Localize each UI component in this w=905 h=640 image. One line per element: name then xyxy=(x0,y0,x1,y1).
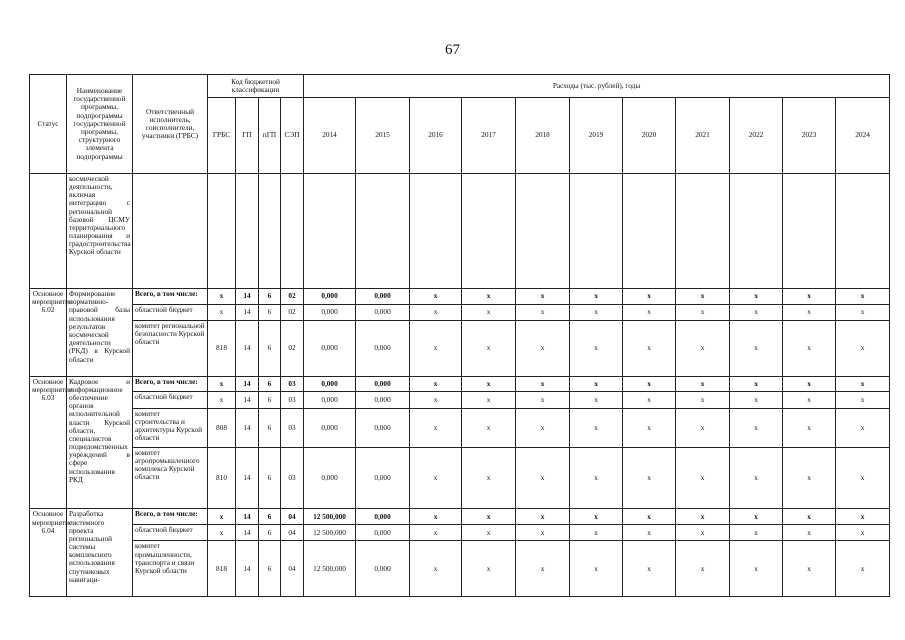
empty-cell xyxy=(516,173,570,288)
code-cell-grbs: х xyxy=(208,304,236,320)
value-cell: х xyxy=(676,392,730,408)
value-cell: х xyxy=(516,289,570,304)
table-row xyxy=(30,321,890,377)
executor-cell: областной бюджет xyxy=(133,524,208,540)
header-status: Статус xyxy=(30,75,67,174)
header-year: 2019 xyxy=(570,97,623,173)
empty-cell xyxy=(730,173,783,288)
executor-cell: областной бюджет xyxy=(133,392,208,408)
value-cell: х xyxy=(410,392,462,408)
value-cell: 0,000 xyxy=(356,509,410,524)
code-cell-gp: 14 xyxy=(236,376,259,391)
value-cell: х xyxy=(676,447,730,509)
value-cell: х xyxy=(516,376,570,391)
executor-cell: комитет строительства и архитектуры Курской области xyxy=(133,408,208,447)
value-cell: х xyxy=(730,392,783,408)
activity-name: Разработка системного проекта региональной системы комплексного использования спутниковых навигаци- xyxy=(67,509,133,597)
value-cell: 0,000 xyxy=(304,289,356,304)
value-cell: х xyxy=(410,541,462,597)
value-cell: х xyxy=(783,541,836,597)
value-cell: х xyxy=(783,376,836,391)
value-cell: х xyxy=(462,304,516,320)
code-cell-gp: 14 xyxy=(236,289,259,304)
header-year: 2016 xyxy=(410,97,462,173)
table-row xyxy=(30,447,890,509)
value-cell: х xyxy=(516,524,570,540)
value-cell: х xyxy=(570,376,623,391)
value-cell: х xyxy=(730,541,783,597)
table-row xyxy=(30,408,890,447)
code-cell-grbs: 818 xyxy=(208,321,236,377)
value-cell: х xyxy=(783,408,836,447)
header-code: ГП xyxy=(236,97,259,173)
value-cell: х xyxy=(516,304,570,320)
executor-cell: комитет региональной безопасности Курской области xyxy=(133,321,208,377)
value-cell: х xyxy=(730,289,783,304)
code-cell-sep: 02 xyxy=(281,321,304,377)
header-year: 2024 xyxy=(836,97,890,173)
value-cell: х xyxy=(570,447,623,509)
empty-cell xyxy=(356,173,410,288)
code-cell-gp: 14 xyxy=(236,392,259,408)
continuation-name: космической деятельности, включая интеграцию с региональной базовой ЦСМУ территориального планирования и градостроительства Курской области xyxy=(67,173,133,288)
code-cell-grbs: х xyxy=(208,392,236,408)
header-code: ГРБС xyxy=(208,97,236,173)
code-cell-gp: 14 xyxy=(236,321,259,377)
value-cell: х xyxy=(783,524,836,540)
value-cell: х xyxy=(516,509,570,524)
value-cell: х xyxy=(730,447,783,509)
value-cell: х xyxy=(623,408,676,447)
table-row xyxy=(30,304,890,320)
value-cell: 0,000 xyxy=(304,304,356,320)
code-cell-sep: 02 xyxy=(281,289,304,304)
value-cell: х xyxy=(836,408,890,447)
value-cell: х xyxy=(462,321,516,377)
value-cell: 0,000 xyxy=(356,321,410,377)
value-cell: х xyxy=(462,392,516,408)
value-cell: х xyxy=(730,376,783,391)
value-cell: 12 500,000 xyxy=(304,509,356,524)
code-cell-sep: 02 xyxy=(281,304,304,320)
value-cell: х xyxy=(676,408,730,447)
table-row xyxy=(30,509,890,524)
header-year: 2015 xyxy=(356,97,410,173)
value-cell: х xyxy=(516,541,570,597)
empty-cell xyxy=(462,173,516,288)
value-cell: 0,000 xyxy=(304,321,356,377)
executor-cell: комитет агропромышленного комплекса Курской области xyxy=(133,447,208,509)
empty-cell xyxy=(410,173,462,288)
value-cell: 0,000 xyxy=(304,447,356,509)
budget-table xyxy=(29,74,890,597)
empty-cell xyxy=(208,173,236,288)
value-cell: 12 500,000 xyxy=(304,541,356,597)
value-cell: х xyxy=(516,447,570,509)
value-cell: х xyxy=(516,408,570,447)
header-expenses: Расходы (тыс. рублей), годы xyxy=(304,75,890,98)
value-cell: 0,000 xyxy=(304,392,356,408)
value-cell: х xyxy=(676,321,730,377)
empty-cell xyxy=(259,173,281,288)
value-cell: х xyxy=(623,304,676,320)
value-cell: х xyxy=(410,524,462,540)
value-cell: х xyxy=(730,509,783,524)
value-cell: х xyxy=(623,376,676,391)
empty-cell xyxy=(133,173,208,288)
header-year: 2017 xyxy=(462,97,516,173)
value-cell: 12 500,000 xyxy=(304,524,356,540)
value-cell: х xyxy=(730,321,783,377)
code-cell-grbs: х xyxy=(208,289,236,304)
code-cell-gp: 14 xyxy=(236,408,259,447)
value-cell: 0,000 xyxy=(356,304,410,320)
empty-cell xyxy=(30,173,67,288)
value-cell: х xyxy=(516,321,570,377)
activity-status: Основное мероприятие 6.03 xyxy=(30,376,67,509)
code-cell-pgp: 6 xyxy=(259,541,281,597)
executor-cell: Всего, в том числе: xyxy=(133,509,208,524)
header-year: 2022 xyxy=(730,97,783,173)
value-cell: х xyxy=(623,447,676,509)
header-year: 2018 xyxy=(516,97,570,173)
empty-cell xyxy=(304,173,356,288)
header-executor: Ответственный исполнитель, соисполнители, участники (ГРБС) xyxy=(133,75,208,174)
executor-cell: областной бюджет xyxy=(133,304,208,320)
value-cell: х xyxy=(836,541,890,597)
header-year: 2020 xyxy=(623,97,676,173)
code-cell-pgp: 6 xyxy=(259,447,281,509)
value-cell: х xyxy=(462,376,516,391)
code-cell-sep: 03 xyxy=(281,392,304,408)
value-cell: х xyxy=(570,392,623,408)
value-cell: х xyxy=(676,541,730,597)
code-cell-gp: 14 xyxy=(236,509,259,524)
value-cell: х xyxy=(730,408,783,447)
value-cell: х xyxy=(676,376,730,391)
value-cell: х xyxy=(410,376,462,391)
header-code: пГП xyxy=(259,97,281,173)
code-cell-pgp: 6 xyxy=(259,408,281,447)
header-year: 2023 xyxy=(783,97,836,173)
value-cell: х xyxy=(570,321,623,377)
code-cell-sep: 04 xyxy=(281,541,304,597)
code-cell-grbs: х xyxy=(208,524,236,540)
value-cell: 0,000 xyxy=(356,524,410,540)
value-cell: х xyxy=(730,304,783,320)
empty-cell xyxy=(281,173,304,288)
code-cell-grbs: х xyxy=(208,376,236,391)
executor-cell: Всего, в том числе: xyxy=(133,289,208,304)
value-cell: х xyxy=(836,447,890,509)
activity-status: Основное мероприятие 6.02 xyxy=(30,289,67,377)
value-cell: х xyxy=(676,304,730,320)
activity-name: Кадровое и информационное обеспечение органов исполнительной власти Курской области, специалистов подведомственных учреждений в сфере использования РКД xyxy=(67,376,133,509)
value-cell: х xyxy=(676,509,730,524)
empty-cell xyxy=(783,173,836,288)
table-row xyxy=(30,289,890,304)
page-number: 67 xyxy=(445,42,460,58)
value-cell: х xyxy=(836,392,890,408)
header-year: 2021 xyxy=(676,97,730,173)
value-cell: х xyxy=(676,289,730,304)
code-cell-pgp: 6 xyxy=(259,304,281,320)
code-cell-pgp: 6 xyxy=(259,509,281,524)
value-cell: х xyxy=(623,509,676,524)
value-cell: х xyxy=(783,447,836,509)
value-cell: х xyxy=(462,289,516,304)
value-cell: х xyxy=(570,524,623,540)
value-cell: х xyxy=(462,541,516,597)
continuation-row xyxy=(30,173,890,288)
code-cell-gp: 14 xyxy=(236,304,259,320)
value-cell: 0,000 xyxy=(356,541,410,597)
code-cell-sep: 03 xyxy=(281,408,304,447)
value-cell: х xyxy=(783,289,836,304)
value-cell: х xyxy=(676,524,730,540)
code-cell-sep: 04 xyxy=(281,524,304,540)
activity-status: Основное мероприятие 6.04 xyxy=(30,509,67,597)
empty-cell xyxy=(623,173,676,288)
code-cell-pgp: 6 xyxy=(259,376,281,391)
value-cell: х xyxy=(516,392,570,408)
code-cell-pgp: 6 xyxy=(259,524,281,540)
empty-cell xyxy=(676,173,730,288)
value-cell: х xyxy=(730,524,783,540)
value-cell: 0,000 xyxy=(356,376,410,391)
table-row xyxy=(30,376,890,391)
value-cell: х xyxy=(410,321,462,377)
code-cell-sep: 04 xyxy=(281,509,304,524)
executor-cell: комитет промышленности, транспорта и связи Курской области xyxy=(133,541,208,597)
value-cell: х xyxy=(783,304,836,320)
value-cell: х xyxy=(410,408,462,447)
value-cell: х xyxy=(410,509,462,524)
value-cell: х xyxy=(462,447,516,509)
value-cell: х xyxy=(623,392,676,408)
value-cell: х xyxy=(623,289,676,304)
code-cell-sep: 03 xyxy=(281,447,304,509)
value-cell: х xyxy=(783,509,836,524)
value-cell: х xyxy=(570,509,623,524)
value-cell: х xyxy=(836,509,890,524)
code-cell-grbs: 810 xyxy=(208,447,236,509)
value-cell: х xyxy=(836,376,890,391)
value-cell: х xyxy=(623,541,676,597)
value-cell: х xyxy=(570,541,623,597)
code-cell-pgp: 6 xyxy=(259,321,281,377)
value-cell: х xyxy=(783,392,836,408)
value-cell: х xyxy=(570,408,623,447)
code-cell-gp: 14 xyxy=(236,447,259,509)
header-row-1 xyxy=(30,75,890,98)
code-cell-grbs: х xyxy=(208,509,236,524)
code-cell-pgp: 6 xyxy=(259,289,281,304)
value-cell: х xyxy=(836,304,890,320)
table-row xyxy=(30,392,890,408)
value-cell: х xyxy=(783,321,836,377)
value-cell: х xyxy=(836,321,890,377)
value-cell: х xyxy=(570,304,623,320)
header-budget-code: Код бюджетной классификации xyxy=(208,75,304,98)
value-cell: 0,000 xyxy=(304,376,356,391)
code-cell-sep: 03 xyxy=(281,376,304,391)
value-cell: 0,000 xyxy=(356,447,410,509)
value-cell: 0,000 xyxy=(304,408,356,447)
empty-cell xyxy=(570,173,623,288)
code-cell-gp: 14 xyxy=(236,524,259,540)
header-year: 2014 xyxy=(304,97,356,173)
header-code: СЭП xyxy=(281,97,304,173)
value-cell: х xyxy=(462,509,516,524)
code-cell-pgp: 6 xyxy=(259,392,281,408)
executor-cell: Всего, в том числе: xyxy=(133,376,208,391)
activity-name: Формирование нормативно-правовой базы использования результатов космической деятельности (РКД) в Курской области xyxy=(67,289,133,377)
value-cell: 0,000 xyxy=(356,408,410,447)
header-program-name: Наименование государственной программы, подпрограммы государственной программы, структурного элемента подпрограммы xyxy=(67,75,133,174)
value-cell: х xyxy=(836,524,890,540)
value-cell: х xyxy=(462,408,516,447)
value-cell: х xyxy=(623,321,676,377)
empty-cell xyxy=(836,173,890,288)
value-cell: 0,000 xyxy=(356,392,410,408)
table-row xyxy=(30,524,890,540)
value-cell: 0,000 xyxy=(356,289,410,304)
value-cell: х xyxy=(623,524,676,540)
code-cell-gp: 14 xyxy=(236,541,259,597)
code-cell-grbs: 808 xyxy=(208,408,236,447)
table-row xyxy=(30,541,890,597)
value-cell: х xyxy=(836,289,890,304)
value-cell: х xyxy=(410,289,462,304)
empty-cell xyxy=(236,173,259,288)
value-cell: х xyxy=(570,289,623,304)
code-cell-grbs: 818 xyxy=(208,541,236,597)
value-cell: х xyxy=(410,304,462,320)
value-cell: х xyxy=(462,524,516,540)
value-cell: х xyxy=(410,447,462,509)
